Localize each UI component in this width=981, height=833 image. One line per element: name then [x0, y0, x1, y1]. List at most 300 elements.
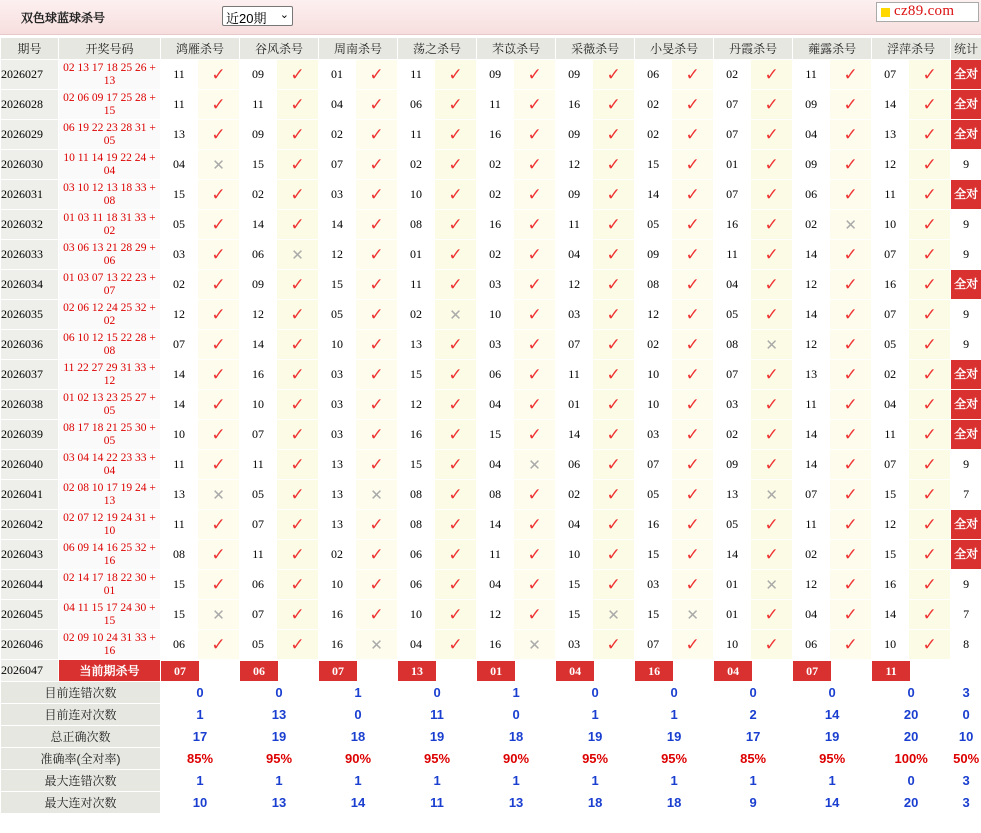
- row-stat: [951, 480, 981, 510]
- kill-number: 14: [161, 390, 198, 420]
- result-cell: [751, 120, 793, 150]
- check-icon: ✓: [922, 424, 937, 445]
- check-icon: ✓: [922, 454, 937, 475]
- column-header-expert: 谷风杀号: [240, 38, 319, 60]
- summary-value: 0: [161, 682, 240, 704]
- result-cell: [593, 630, 635, 660]
- issue-number: 2026039: [1, 420, 59, 450]
- all-right-badge: 全对: [951, 540, 981, 569]
- kill-number: 15: [161, 180, 198, 210]
- check-icon: ✓: [922, 604, 937, 625]
- summary-value: 13: [477, 792, 556, 814]
- issue-number: 2026028: [1, 90, 59, 120]
- kill-number: 14: [240, 210, 277, 240]
- kill-number: 15: [556, 600, 593, 630]
- summary-value: 0: [477, 704, 556, 726]
- kill-number: 07: [556, 330, 593, 360]
- result-cell: [435, 480, 477, 510]
- issue-number: 2026044: [1, 570, 59, 600]
- check-icon: ✓: [369, 394, 384, 415]
- check-icon: ✓: [211, 214, 226, 235]
- blue-ball: 04: [103, 164, 116, 177]
- summary-row: [1, 726, 981, 748]
- table-row: [1, 120, 981, 150]
- table-row: [1, 450, 981, 480]
- result-cell: [198, 90, 240, 120]
- check-icon: ✓: [685, 64, 700, 85]
- kill-number: 14: [714, 540, 751, 570]
- kill-number: 07: [872, 60, 909, 90]
- result-cell: [830, 300, 872, 330]
- result-cell: [435, 450, 477, 480]
- result-cell: [593, 330, 635, 360]
- check-icon: ✓: [843, 334, 858, 355]
- result-cell: [830, 540, 872, 570]
- kill-number: 04: [714, 270, 751, 300]
- kill-number: 08: [477, 480, 514, 510]
- kill-number: 16: [714, 210, 751, 240]
- kill-number: 07: [635, 450, 672, 480]
- row-stat-count: 9: [963, 247, 970, 261]
- issue-number: 2026031: [1, 180, 59, 210]
- check-icon: ✓: [764, 604, 779, 625]
- kill-number: 07: [793, 480, 830, 510]
- column-header-expert: 周南杀号: [319, 38, 398, 60]
- check-icon: ✓: [369, 574, 384, 595]
- kill-number: 15: [872, 540, 909, 570]
- check-icon: ✓: [606, 424, 621, 445]
- result-cell: [751, 540, 793, 570]
- check-icon: ✓: [764, 274, 779, 295]
- result-cell: [356, 120, 398, 150]
- result-cell: [277, 630, 319, 660]
- kill-number: 06: [240, 240, 277, 270]
- check-icon: ✓: [448, 394, 463, 415]
- kill-number: 05: [635, 210, 672, 240]
- result-cell: [672, 240, 714, 270]
- logo-text: cz89.com: [894, 3, 955, 19]
- result-cell: [514, 90, 556, 120]
- summary-row: [1, 770, 981, 792]
- check-icon: ✓: [527, 124, 542, 145]
- check-icon: ✓: [290, 94, 305, 115]
- result-cell: [830, 150, 872, 180]
- table-row: [1, 60, 981, 90]
- kill-number: 07: [714, 360, 751, 390]
- result-cell: [593, 570, 635, 600]
- result-cell: [672, 330, 714, 360]
- result-cell: [277, 150, 319, 180]
- all-right-badge: 全对: [951, 510, 981, 539]
- result-cell: [909, 60, 951, 90]
- kill-number: 07: [714, 90, 751, 120]
- blue-ball: 05: [103, 404, 116, 417]
- table-row: [1, 510, 981, 540]
- red-balls: 03 10 12 13 18 33 +: [63, 181, 156, 194]
- kill-number: 10: [319, 330, 356, 360]
- summary-row: [1, 748, 981, 770]
- summary-value: 0: [398, 682, 477, 704]
- summary-value: 19: [556, 726, 635, 748]
- cross-icon: ✕: [528, 455, 541, 474]
- result-cell: [909, 300, 951, 330]
- result-cell: [514, 420, 556, 450]
- result-cell: [435, 60, 477, 90]
- kill-number: 11: [556, 210, 593, 240]
- column-header-expert: 鸿雁杀号: [161, 38, 240, 60]
- column-header-issue: 期号: [1, 38, 59, 60]
- draw-numbers: [59, 390, 161, 420]
- result-cell: [593, 540, 635, 570]
- kill-number: 03: [477, 270, 514, 300]
- kill-number: 07: [635, 630, 672, 660]
- draw-numbers: [59, 330, 161, 360]
- check-icon: ✓: [922, 634, 937, 655]
- summary-value: 19: [635, 726, 714, 748]
- result-cell: [909, 540, 951, 570]
- result-cell: [909, 510, 951, 540]
- check-icon: ✓: [369, 94, 384, 115]
- summary-value: 19: [240, 726, 319, 748]
- draw-numbers: [59, 570, 161, 600]
- check-icon: ✓: [922, 514, 937, 535]
- kill-number: 15: [635, 150, 672, 180]
- result-cell: [356, 420, 398, 450]
- kill-number: 05: [635, 480, 672, 510]
- red-balls: 11 22 27 29 31 33 +: [63, 361, 156, 374]
- blue-ball: 15: [103, 104, 116, 117]
- kill-number: 14: [161, 360, 198, 390]
- result-cell: [751, 510, 793, 540]
- current-kill-cell: [872, 660, 951, 682]
- cross-icon: ✕: [291, 245, 304, 264]
- result-cell: [435, 240, 477, 270]
- check-icon: ✓: [606, 184, 621, 205]
- check-icon: ✓: [211, 544, 226, 565]
- check-icon: ✓: [290, 454, 305, 475]
- check-icon: ✓: [922, 124, 937, 145]
- row-stat-count: 9: [963, 217, 970, 231]
- result-cell: [909, 450, 951, 480]
- result-cell: [830, 210, 872, 240]
- summary-value: 1: [398, 770, 477, 792]
- kill-number: 11: [398, 120, 435, 150]
- result-cell: [593, 360, 635, 390]
- kill-number: 07: [240, 600, 277, 630]
- kill-number: 14: [793, 420, 830, 450]
- table-row: [1, 390, 981, 420]
- draw-numbers: [59, 510, 161, 540]
- check-icon: ✓: [211, 304, 226, 325]
- check-icon: ✓: [290, 124, 305, 145]
- check-icon: ✓: [369, 364, 384, 385]
- check-icon: ✓: [290, 514, 305, 535]
- result-cell: [198, 360, 240, 390]
- table-row: [1, 540, 981, 570]
- kill-number: 04: [398, 630, 435, 660]
- current-kill-number: 04: [714, 661, 752, 681]
- cross-icon: ✕: [212, 155, 225, 174]
- result-cell: [751, 360, 793, 390]
- check-icon: ✓: [685, 244, 700, 265]
- check-icon: ✓: [685, 334, 700, 355]
- summary-value: 13: [240, 792, 319, 814]
- check-icon: ✓: [606, 274, 621, 295]
- cross-icon: ✕: [449, 305, 462, 324]
- cross-icon: ✕: [765, 575, 778, 594]
- issue-number: 2026042: [1, 510, 59, 540]
- check-icon: ✓: [448, 574, 463, 595]
- check-icon: ✓: [448, 484, 463, 505]
- check-icon: ✓: [290, 304, 305, 325]
- check-icon: ✓: [448, 154, 463, 175]
- result-cell: [514, 300, 556, 330]
- summary-label: 目前连错次数: [1, 682, 161, 704]
- check-icon: ✓: [685, 544, 700, 565]
- kill-number: 01: [398, 240, 435, 270]
- check-icon: ✓: [527, 64, 542, 85]
- kill-number: 11: [477, 90, 514, 120]
- row-stat: [951, 420, 981, 450]
- result-cell: [277, 570, 319, 600]
- kill-number: 02: [319, 540, 356, 570]
- kill-number: 10: [872, 210, 909, 240]
- check-icon: ✓: [527, 424, 542, 445]
- kill-number: 07: [714, 180, 751, 210]
- current-kill-number: 01: [477, 661, 515, 681]
- check-icon: ✓: [606, 634, 621, 655]
- kill-number: 12: [477, 600, 514, 630]
- kill-number: 10: [240, 390, 277, 420]
- result-cell: [909, 630, 951, 660]
- check-icon: ✓: [369, 124, 384, 145]
- kill-number: 15: [161, 600, 198, 630]
- summary-value: 0: [714, 682, 793, 704]
- check-icon: ✓: [685, 124, 700, 145]
- red-balls: 02 13 17 18 25 26 +: [63, 61, 156, 74]
- kill-number: 09: [240, 120, 277, 150]
- cross-icon: ✕: [765, 335, 778, 354]
- summary-row: [1, 704, 981, 726]
- check-icon: ✓: [369, 514, 384, 535]
- kill-number: 05: [240, 480, 277, 510]
- check-icon: ✓: [527, 334, 542, 355]
- result-cell: [435, 150, 477, 180]
- result-cell: [672, 150, 714, 180]
- result-cell: [909, 210, 951, 240]
- kill-number: 11: [872, 420, 909, 450]
- check-icon: ✓: [685, 184, 700, 205]
- kill-number: 03: [477, 330, 514, 360]
- check-icon: ✓: [606, 394, 621, 415]
- blue-ball: 12: [103, 374, 116, 387]
- kill-number: 11: [793, 510, 830, 540]
- kill-number: 15: [635, 600, 672, 630]
- issue-number: 2026047: [1, 660, 59, 682]
- result-cell: [356, 630, 398, 660]
- kill-number: 11: [793, 390, 830, 420]
- summary-value: 20: [872, 704, 951, 726]
- result-cell: [356, 90, 398, 120]
- current-kill-number: 06: [240, 661, 278, 681]
- kill-number: 16: [319, 600, 356, 630]
- kill-number: 16: [872, 570, 909, 600]
- result-cell: [593, 180, 635, 210]
- result-cell: [356, 450, 398, 480]
- check-icon: ✓: [527, 274, 542, 295]
- check-icon: ✓: [211, 394, 226, 415]
- kill-number: 03: [635, 420, 672, 450]
- red-balls: 06 09 14 16 25 32 +: [63, 541, 156, 554]
- kill-number: 07: [872, 240, 909, 270]
- result-cell: [909, 600, 951, 630]
- draw-numbers: [59, 60, 161, 90]
- result-cell: [514, 360, 556, 390]
- all-right-badge: 全对: [951, 420, 981, 449]
- red-balls: 03 06 13 21 28 29 +: [63, 241, 156, 254]
- result-cell: [672, 390, 714, 420]
- column-header-draw: 开奖号码: [59, 38, 161, 60]
- check-icon: ✓: [448, 274, 463, 295]
- result-cell: [356, 360, 398, 390]
- blue-ball: 02: [103, 224, 116, 237]
- kill-number: 13: [161, 120, 198, 150]
- kill-number: 15: [240, 150, 277, 180]
- site-logo[interactable]: [876, 2, 979, 22]
- check-icon: ✓: [527, 154, 542, 175]
- table-row: [1, 240, 981, 270]
- check-icon: ✓: [290, 544, 305, 565]
- result-cell: [593, 390, 635, 420]
- kill-number: 07: [872, 300, 909, 330]
- check-icon: ✓: [369, 274, 384, 295]
- kill-number: 14: [635, 180, 672, 210]
- result-cell: [830, 630, 872, 660]
- check-icon: ✓: [211, 184, 226, 205]
- table-row: [1, 570, 981, 600]
- result-cell: [356, 510, 398, 540]
- kill-number: 11: [714, 240, 751, 270]
- kill-number: 09: [240, 270, 277, 300]
- kill-number: 15: [319, 270, 356, 300]
- summary-value: 0: [635, 682, 714, 704]
- result-cell: [356, 240, 398, 270]
- summary-value: 0: [319, 704, 398, 726]
- kill-number: 10: [319, 570, 356, 600]
- check-icon: ✓: [369, 334, 384, 355]
- summary-value: 14: [319, 792, 398, 814]
- current-kill-number: 04: [556, 661, 594, 681]
- top-bar: [0, 0, 981, 35]
- summary-label: 最大连错次数: [1, 770, 161, 792]
- current-kill-cell: [793, 660, 872, 682]
- table-row: [1, 270, 981, 300]
- check-icon: ✓: [448, 454, 463, 475]
- current-kill-cell: [161, 660, 240, 682]
- check-icon: ✓: [685, 154, 700, 175]
- result-cell: [277, 510, 319, 540]
- check-icon: ✓: [764, 634, 779, 655]
- result-cell: [356, 540, 398, 570]
- check-icon: ✓: [764, 184, 779, 205]
- kill-number: 14: [556, 420, 593, 450]
- kill-number: 02: [477, 240, 514, 270]
- check-icon: ✓: [843, 514, 858, 535]
- summary-value: 1: [714, 770, 793, 792]
- issue-number: 2026046: [1, 630, 59, 660]
- kill-number: 12: [635, 300, 672, 330]
- summary-value: 19: [398, 726, 477, 748]
- table-row: [1, 480, 981, 510]
- check-icon: ✓: [527, 544, 542, 565]
- column-header-expert: 丹霞杀号: [714, 38, 793, 60]
- page-title: 双色球蓝球杀号: [21, 11, 106, 25]
- kill-number: 07: [161, 330, 198, 360]
- draw-numbers: [59, 600, 161, 630]
- kill-number: 03: [319, 360, 356, 390]
- check-icon: ✓: [527, 484, 542, 505]
- issue-number: 2026041: [1, 480, 59, 510]
- result-cell: [198, 420, 240, 450]
- blue-ball: 13: [103, 74, 116, 87]
- result-cell: [435, 570, 477, 600]
- kill-number: 03: [319, 390, 356, 420]
- result-cell: [198, 300, 240, 330]
- result-cell: [277, 120, 319, 150]
- current-kill-cell: [714, 660, 793, 682]
- kill-number: 14: [793, 300, 830, 330]
- summary-value: 18: [319, 726, 398, 748]
- check-icon: ✓: [922, 244, 937, 265]
- result-cell: [277, 450, 319, 480]
- kill-number: 11: [240, 90, 277, 120]
- summary-value: 1: [556, 704, 635, 726]
- result-cell: [198, 210, 240, 240]
- column-header-expert: 蕹露杀号: [793, 38, 872, 60]
- kill-number: 06: [240, 570, 277, 600]
- row-stat: [951, 210, 981, 240]
- result-cell: [277, 600, 319, 630]
- check-icon: ✓: [843, 364, 858, 385]
- kill-number: 02: [872, 360, 909, 390]
- kill-number: 10: [161, 420, 198, 450]
- result-cell: [198, 120, 240, 150]
- check-icon: ✓: [290, 214, 305, 235]
- check-icon: ✓: [448, 334, 463, 355]
- kill-number: 09: [240, 60, 277, 90]
- summary-value: 17: [714, 726, 793, 748]
- blue-ball: 08: [103, 194, 116, 207]
- check-icon: ✓: [527, 394, 542, 415]
- kill-number: 03: [556, 300, 593, 330]
- check-icon: ✓: [369, 604, 384, 625]
- period-select[interactable]: [222, 6, 293, 26]
- result-cell: [909, 180, 951, 210]
- kill-number: 11: [477, 540, 514, 570]
- result-cell: [514, 240, 556, 270]
- issue-number: 2026030: [1, 150, 59, 180]
- all-right-badge: 全对: [951, 180, 981, 209]
- kill-number: 10: [872, 630, 909, 660]
- kill-number: 14: [240, 330, 277, 360]
- draw-numbers: [59, 90, 161, 120]
- result-cell: [672, 450, 714, 480]
- kill-number: 04: [793, 600, 830, 630]
- result-cell: [198, 330, 240, 360]
- result-cell: [356, 600, 398, 630]
- table-row: [1, 360, 981, 390]
- check-icon: ✓: [843, 454, 858, 475]
